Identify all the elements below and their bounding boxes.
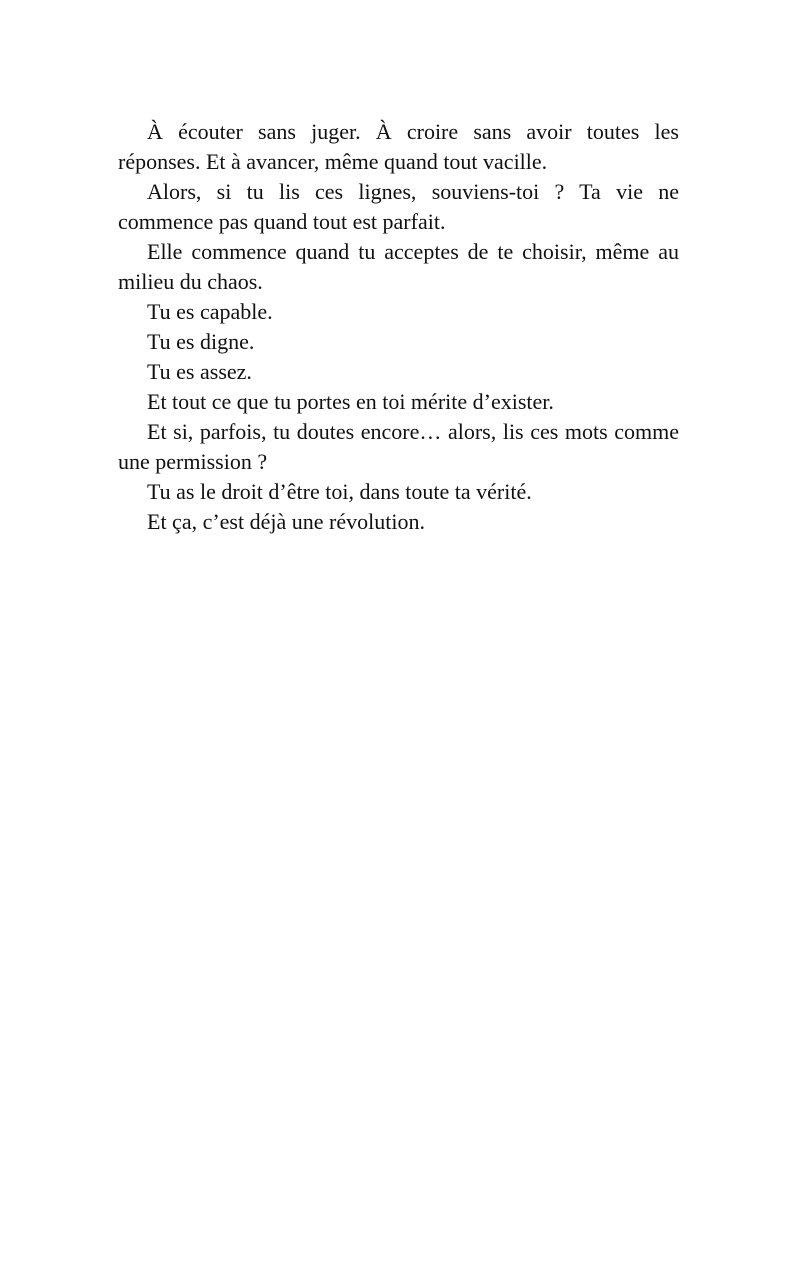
page-body-text xyxy=(118,117,679,537)
paragraph: Tu es capable. xyxy=(147,299,273,324)
paragraph: Elle commence quand tu acceptes de te choisir, même au milieu du chaos. xyxy=(118,239,679,294)
paragraph: Et si, parfois, tu doutes encore… alors, lis ces mots comme une permission ? xyxy=(118,419,679,474)
paragraph: Tu es assez. xyxy=(147,359,252,384)
paragraph: Et tout ce que tu portes en toi mérite d’exister. xyxy=(147,389,554,414)
paragraph: Tu as le droit d’être toi, dans toute ta vérité. xyxy=(147,479,532,504)
paragraph: Tu es digne. xyxy=(147,329,255,354)
paragraph: Et ça, c’est déjà une révolution. xyxy=(147,509,425,534)
paragraph: Alors, si tu lis ces lignes, souviens-toi ? Ta vie ne commence pas quand tout est parfait. xyxy=(118,179,679,234)
paragraph: À écouter sans juger. À croire sans avoir toutes les réponses. Et à avancer, même quand tout vacille. xyxy=(118,119,679,174)
